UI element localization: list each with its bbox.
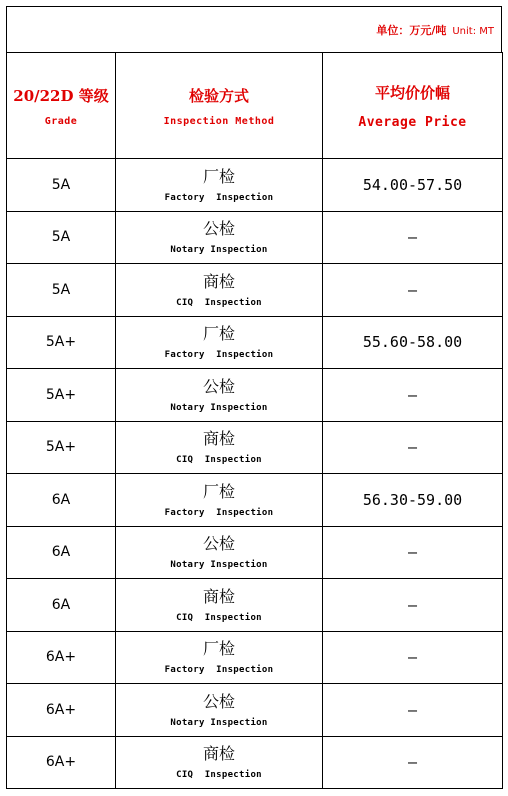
method-en: Factory Inspection [164, 192, 274, 203]
method-zh: 商检 [202, 586, 235, 606]
method-en: Factory Inspection [164, 665, 274, 676]
grade-cell: 6A+ [7, 684, 116, 737]
method-en: Notary Inspection [170, 717, 268, 728]
grade-cell: 6A [7, 474, 116, 527]
unit-bar [6, 6, 502, 52]
header-price-zh: 平均价价幅 [374, 83, 450, 102]
method-cell [116, 526, 323, 579]
method-zh: 厂检 [202, 166, 235, 186]
price-cell: 55.60-58.00 [323, 316, 503, 369]
table-row [7, 736, 503, 789]
price-cell: – [323, 631, 503, 684]
unit-label-en: Unit: MT [452, 26, 494, 37]
price-cell: – [323, 526, 503, 579]
method-cell [116, 631, 323, 684]
grade-cell: 5A [7, 159, 116, 212]
method-en: Notary Inspection [170, 245, 268, 256]
price-cell: – [323, 369, 503, 422]
method-en: Factory Inspection [164, 507, 274, 518]
grade-cell: 5A+ [7, 421, 116, 474]
table-row [7, 159, 503, 212]
method-zh: 商检 [202, 744, 235, 764]
method-zh: 公检 [202, 376, 235, 396]
method-zh: 公检 [202, 534, 235, 554]
grade-cell: 6A [7, 526, 116, 579]
table-row [7, 316, 503, 369]
table-row [7, 631, 503, 684]
method-zh: 商检 [202, 429, 235, 449]
grade-cell: 6A+ [7, 736, 116, 789]
method-en: CIQ Inspection [176, 612, 262, 623]
price-cell: – [323, 211, 503, 264]
grade-cell: 5A [7, 264, 116, 317]
header-method-zh: 检验方式 [188, 86, 249, 105]
header-grade-zh: 20/22D 等级 [13, 86, 109, 105]
table-row [7, 474, 503, 527]
grade-cell: 6A+ [7, 631, 116, 684]
price-cell: – [323, 421, 503, 474]
method-cell [116, 369, 323, 422]
method-zh: 公检 [202, 219, 235, 239]
method-en: Factory Inspection [164, 350, 274, 361]
grade-cell: 5A+ [7, 316, 116, 369]
unit-label-zh: 单位：万元/吨 [376, 24, 447, 37]
method-cell [116, 579, 323, 632]
header-method-en: Inspection Method [163, 115, 275, 127]
header-grade [7, 53, 116, 159]
method-zh: 商检 [202, 271, 235, 291]
method-cell [116, 159, 323, 212]
method-cell [116, 421, 323, 474]
price-cell: – [323, 264, 503, 317]
method-cell [116, 736, 323, 789]
table-row [7, 369, 503, 422]
grade-cell: 6A [7, 579, 116, 632]
method-cell [116, 316, 323, 369]
price-cell: 56.30-59.00 [323, 474, 503, 527]
unit-label [376, 22, 494, 38]
price-cell: 54.00-57.50 [323, 159, 503, 212]
method-zh: 厂检 [202, 324, 235, 344]
method-en: Notary Inspection [170, 402, 268, 413]
price-cell: – [323, 736, 503, 789]
method-zh: 厂检 [202, 639, 235, 659]
method-cell [116, 211, 323, 264]
table-row [7, 211, 503, 264]
price-cell: – [323, 579, 503, 632]
price-cell: – [323, 684, 503, 737]
table-row [7, 526, 503, 579]
method-cell [116, 684, 323, 737]
method-en: CIQ Inspection [176, 297, 262, 308]
table-header-row [7, 53, 503, 159]
method-cell [116, 474, 323, 527]
header-method [116, 53, 323, 159]
table-row [7, 684, 503, 737]
method-en: CIQ Inspection [176, 770, 262, 781]
method-zh: 公检 [202, 691, 235, 711]
header-price-en: Average Price [358, 114, 467, 130]
method-en: Notary Inspection [170, 560, 268, 571]
method-cell [116, 264, 323, 317]
method-zh: 厂检 [202, 481, 235, 501]
grade-cell: 5A+ [7, 369, 116, 422]
header-price [323, 53, 503, 159]
header-grade-en: Grade [44, 115, 78, 127]
table-row [7, 421, 503, 474]
table-row [7, 579, 503, 632]
price-table [6, 52, 503, 789]
method-en: CIQ Inspection [176, 455, 262, 466]
table-row [7, 264, 503, 317]
grade-cell: 5A [7, 211, 116, 264]
